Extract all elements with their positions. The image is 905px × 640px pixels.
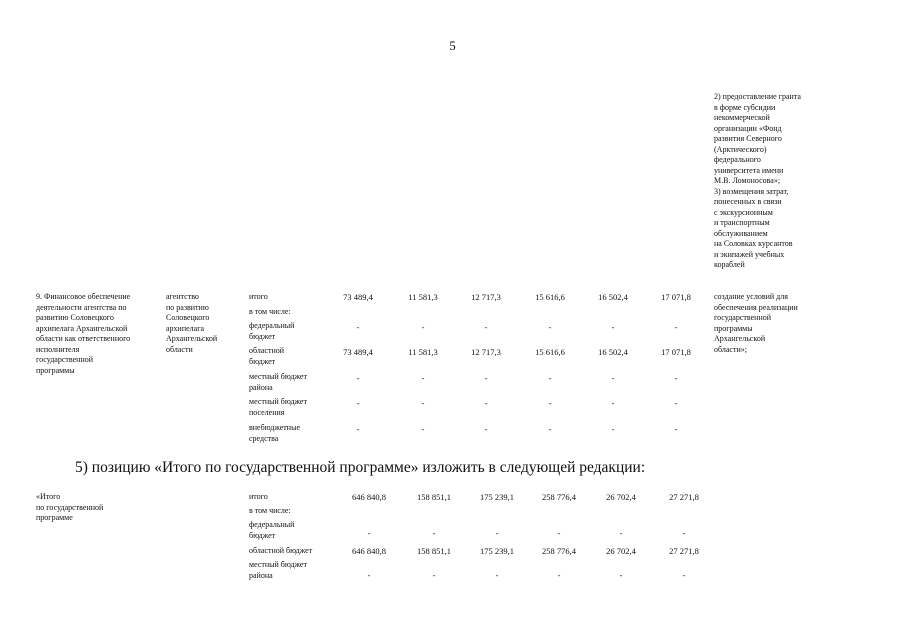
row-label: внебюджетные средства	[249, 423, 300, 443]
value-cell: 11 581,3	[408, 292, 438, 302]
row-label: областной бюджет	[249, 346, 285, 366]
table2-title-cell: «Итого по государственной программе	[36, 492, 104, 522]
value-cell: -	[611, 322, 615, 332]
top-note-text: 2) предоставление гранта в форме субсидии некоммерческой организации «Фонд развития Северного (Арктического) федерального университета имени М.В. Ломоносова»; 3) возмещения затрат, понесенных в связи с экскурсионным и транспортным обслуживанием на Соловках курсантов и экипажей учебных кораблей	[714, 92, 801, 269]
value-cell: -	[548, 373, 552, 383]
value-cell: -	[356, 398, 360, 408]
value-cell: -	[367, 528, 371, 538]
value-cell: 16 502,4	[598, 292, 628, 302]
row-label: областной бюджет	[249, 546, 313, 555]
row-label: местный бюджет поселения	[249, 397, 307, 417]
value-cell: -	[356, 373, 360, 383]
value-cell: -	[674, 398, 678, 408]
row-label: федеральный бюджет	[249, 321, 295, 341]
row-label: в том числе:	[249, 506, 291, 515]
value-cell: -	[432, 570, 436, 580]
value-cell: 11 581,3	[408, 347, 438, 357]
value-cell: 27 271,8	[669, 546, 699, 556]
value-cell: -	[611, 424, 615, 434]
value-cell: -	[619, 570, 623, 580]
value-cell: -	[356, 322, 360, 332]
value-cell: 73 489,4	[343, 292, 373, 302]
value-cell: -	[495, 528, 499, 538]
value-cell: 26 702,4	[606, 492, 636, 502]
value-cell: -	[484, 322, 488, 332]
table1-result-cell: создание условий для обеспечения реализации государственной программы Архангельской области»;	[714, 292, 798, 354]
value-cell: 16 502,4	[598, 347, 628, 357]
value-cell: -	[619, 528, 623, 538]
value-cell: -	[421, 398, 425, 408]
value-cell: -	[611, 373, 615, 383]
value-cell: -	[484, 398, 488, 408]
section-heading: 5) позицию «Итого по государственной программе» изложить в следующей редакции:	[75, 459, 646, 476]
value-cell: 646 840,8	[352, 546, 386, 556]
value-cell: -	[674, 322, 678, 332]
value-cell: -	[421, 424, 425, 434]
value-cell: -	[484, 424, 488, 434]
value-cell: 17 071,8	[661, 292, 691, 302]
table1-task-cell: 9. Финансовое обеспечение деятельности агентства по развитию Соловецкого архипелага Архангельской области как ответственного исполнителя государственной программы	[36, 292, 131, 375]
value-cell: -	[495, 570, 499, 580]
value-cell: 158 851,1	[417, 492, 451, 502]
value-cell: 15 616,6	[535, 292, 565, 302]
value-cell: -	[611, 398, 615, 408]
value-cell: -	[421, 373, 425, 383]
value-cell: 27 271,8	[669, 492, 699, 502]
page-number: 5	[449, 38, 456, 53]
value-cell: -	[674, 424, 678, 434]
row-label: федеральный бюджет	[249, 520, 295, 540]
table1-executor-cell: агентство по развитию Соловецкого архипелага Архангельской области	[166, 292, 218, 354]
value-cell: -	[432, 528, 436, 538]
value-cell: -	[356, 424, 360, 434]
value-cell: -	[548, 322, 552, 332]
value-cell: 12 717,3	[471, 292, 501, 302]
value-cell: -	[682, 528, 686, 538]
row-label: итого	[249, 492, 268, 501]
value-cell: 12 717,3	[471, 347, 501, 357]
value-cell: 17 071,8	[661, 347, 691, 357]
value-cell: -	[367, 570, 371, 580]
value-cell: -	[548, 424, 552, 434]
row-label: местный бюджет района	[249, 560, 307, 580]
row-label: итого	[249, 292, 268, 301]
value-cell: 26 702,4	[606, 546, 636, 556]
row-label: в том числе:	[249, 307, 291, 316]
value-cell: -	[484, 373, 488, 383]
value-cell: 175 239,1	[480, 546, 514, 556]
row-label: местный бюджет района	[249, 372, 307, 392]
value-cell: -	[674, 373, 678, 383]
value-cell: 258 776,4	[542, 546, 576, 556]
value-cell: -	[557, 570, 561, 580]
value-cell: 646 840,8	[352, 492, 386, 502]
value-cell: 258 776,4	[542, 492, 576, 502]
value-cell: 158 851,1	[417, 546, 451, 556]
value-cell: -	[682, 570, 686, 580]
value-cell: -	[548, 398, 552, 408]
value-cell: 15 616,6	[535, 347, 565, 357]
value-cell: -	[421, 322, 425, 332]
value-cell: 73 489,4	[343, 347, 373, 357]
value-cell: 175 239,1	[480, 492, 514, 502]
value-cell: -	[557, 528, 561, 538]
